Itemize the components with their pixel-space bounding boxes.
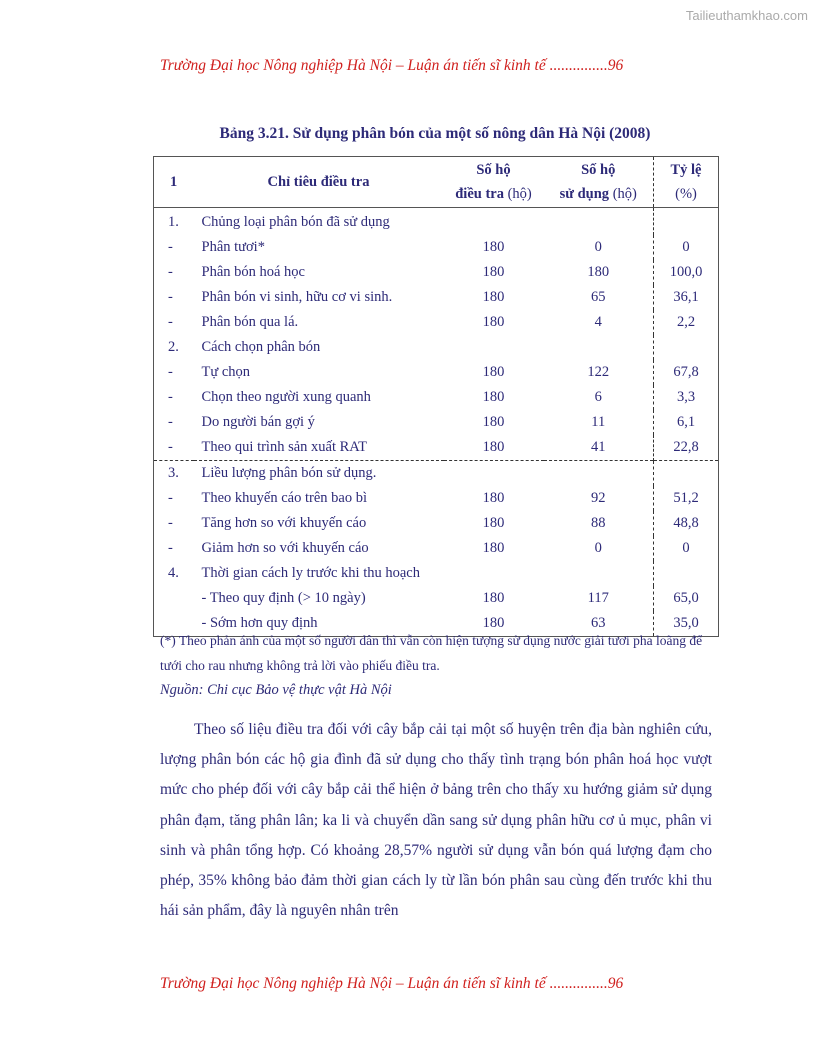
row-label: Theo khuyến cáo trên bao bì bbox=[201, 490, 367, 506]
row-rate: 0 bbox=[654, 235, 719, 260]
table-row bbox=[154, 536, 719, 561]
row-households-using: 6 bbox=[594, 389, 602, 405]
row-households-surveyed: 180 bbox=[482, 264, 505, 280]
table-row bbox=[154, 461, 719, 487]
row-rate: 0 bbox=[654, 536, 719, 561]
row-label: Phân bón vi sinh, hữu cơ vi sinh. bbox=[201, 289, 393, 305]
row-households-using: 11 bbox=[591, 414, 606, 430]
row-households-surveyed bbox=[444, 561, 544, 586]
table-footnote: (*) Theo phản ánh của một số người dân thì vẫn còn hiện tượng sử dụng nước giải tươi pha loãng để tưới cho rau nhưng không trả lời vào phiếu điều tra. bbox=[160, 633, 703, 673]
row-index bbox=[154, 586, 194, 611]
row-label: Liều lượng phân bón sử dụng. bbox=[194, 461, 444, 487]
header-indicator: Chỉ tiêu điều tra bbox=[194, 157, 444, 208]
row-households-using bbox=[544, 335, 654, 360]
row-label: Tự chọn bbox=[201, 364, 251, 380]
row-rate bbox=[654, 561, 719, 586]
table-row bbox=[154, 235, 719, 260]
table-row bbox=[154, 561, 719, 586]
running-footer: Trường Đại học Nông nghiệp Hà Nội – Luận án tiến sĩ kinh tế ...............96 bbox=[160, 975, 624, 992]
header-households-surveyed-line1: Số hộ bbox=[476, 162, 511, 178]
header-households-using-line1: Số hộ bbox=[581, 162, 616, 178]
table-row bbox=[154, 486, 719, 511]
header-index: 1 bbox=[154, 157, 194, 208]
row-label: Cách chọn phân bón bbox=[201, 339, 321, 355]
row-index: - bbox=[154, 410, 194, 435]
row-label: Theo qui trình sản xuất RAT bbox=[201, 439, 368, 455]
header-households-using-bold: sử dụng bbox=[559, 186, 610, 202]
row-households-surveyed: 180 bbox=[482, 364, 505, 380]
header-households-surveyed-line2 bbox=[444, 182, 544, 206]
row-households-surveyed: 180 bbox=[482, 314, 505, 330]
row-rate: 36,1 bbox=[654, 285, 719, 310]
row-households-using: 0 bbox=[594, 239, 602, 255]
row-households-surveyed: 180 bbox=[482, 490, 505, 506]
row-label: - Theo quy định (> 10 ngày) bbox=[201, 590, 366, 606]
row-households-surveyed: 180 bbox=[482, 590, 505, 606]
table-row bbox=[154, 586, 719, 611]
row-label: - Sớm hơn quy định bbox=[194, 611, 444, 637]
row-label: Phân tươi* bbox=[201, 239, 265, 255]
table-row bbox=[154, 208, 719, 236]
row-households-surveyed: 180 bbox=[482, 389, 505, 405]
row-households-using: 65 bbox=[591, 289, 606, 305]
row-households-surveyed bbox=[444, 461, 544, 487]
table-source: Nguồn: Chi cục Bảo vệ thực vật Hà Nội bbox=[160, 682, 392, 698]
row-rate: 65,0 bbox=[654, 586, 719, 611]
row-index: - bbox=[154, 536, 194, 561]
row-rate: 35,0 bbox=[654, 611, 719, 637]
row-households-using: 92 bbox=[591, 490, 606, 506]
row-households-surveyed: 180 bbox=[444, 611, 544, 637]
header-rate-line1: Tỷ lệ bbox=[670, 162, 702, 178]
row-households-using: 180 bbox=[587, 264, 610, 280]
row-index: - bbox=[154, 310, 194, 335]
row-households-using bbox=[544, 561, 654, 586]
row-rate: 48,8 bbox=[654, 511, 719, 536]
row-index: - bbox=[154, 285, 194, 310]
table-row bbox=[154, 285, 719, 310]
row-index: 2. bbox=[154, 335, 194, 360]
table-row bbox=[154, 511, 719, 536]
row-label: Thời gian cách ly trước khi thu hoạch bbox=[201, 565, 420, 581]
row-households-using bbox=[544, 461, 654, 487]
header-rate-line2: (%) bbox=[675, 186, 697, 202]
row-label: Giảm hơn so với khuyến cáo bbox=[201, 540, 369, 556]
row-rate: 2,2 bbox=[654, 310, 719, 335]
header-households-surveyed-unit: (hộ) bbox=[503, 186, 532, 202]
row-index: - bbox=[154, 486, 194, 511]
row-households-using: 88 bbox=[591, 515, 606, 531]
row-index: - bbox=[154, 435, 194, 461]
table-row bbox=[154, 435, 719, 461]
row-households-surveyed: 180 bbox=[482, 414, 505, 430]
row-households-using: 117 bbox=[587, 590, 609, 606]
table-row bbox=[154, 385, 719, 410]
row-index: - bbox=[154, 260, 194, 285]
table-row bbox=[154, 335, 719, 360]
row-rate bbox=[654, 335, 719, 360]
row-index: - bbox=[154, 385, 194, 410]
row-label: Chọn theo người xung quanh bbox=[201, 389, 371, 405]
row-rate: 100,0 bbox=[654, 260, 719, 285]
body-paragraph: Theo số liệu điều tra đối với cây bắp cải tại một số huyện trên địa bàn nghiên cứu, lượng phân bón các hộ gia đình đã sử dụng cho thấy tình trạng bón phân hoá học vượt mức cho phép đối với cây bắp cải thể hiện ở bảng trên cho thấy xu hướng giảm sử dụng phân đạm, tăng phân lân; ka li và chuyển dần sang sử dụng phân hữu cơ ủ mục, phân vi sinh và phân tổng hợp. Có khoảng 28,57% người sử dụng vẫn bón quá lượng đạm cho phép, 35% không bảo đảm thời gian cách ly từ lần bón phân sau cùng đến trước khi thu hái sản phẩm, đây là nguyên nhân trên bbox=[160, 721, 712, 920]
row-rate: 22,8 bbox=[654, 435, 719, 461]
row-households-using: 0 bbox=[594, 540, 602, 556]
header-households-using bbox=[544, 157, 654, 208]
fertilizer-usage-table bbox=[153, 156, 719, 637]
row-households-using bbox=[544, 208, 654, 236]
row-households-surveyed: 180 bbox=[482, 239, 505, 255]
row-households-using: 4 bbox=[594, 314, 602, 330]
table-row bbox=[154, 260, 719, 285]
row-households-using: 63 bbox=[544, 611, 654, 637]
table-title: Bảng 3.21. Sử dụng phân bón của một số nông dân Hà Nội (2008) bbox=[219, 125, 651, 142]
watermark: Tailieuthamkhao.com bbox=[685, 8, 808, 23]
row-label: Do người bán gợi ý bbox=[201, 414, 315, 430]
row-households-surveyed: 180 bbox=[482, 289, 505, 305]
row-index: 3. bbox=[154, 461, 194, 487]
row-label: Chủng loại phân bón đã sử dụng bbox=[201, 214, 390, 230]
row-households-surveyed bbox=[444, 208, 544, 236]
row-rate: 67,8 bbox=[654, 360, 719, 385]
row-rate: 3,3 bbox=[654, 385, 719, 410]
row-rate bbox=[654, 208, 719, 236]
row-households-surveyed: 180 bbox=[482, 439, 505, 455]
header-households-surveyed-bold: điều tra bbox=[455, 186, 504, 202]
row-households-using: 122 bbox=[587, 364, 610, 380]
row-label: Tăng hơn so với khuyến cáo bbox=[201, 515, 367, 531]
table-body bbox=[154, 208, 719, 637]
running-header: Trường Đại học Nông nghiệp Hà Nội – Luận án tiến sĩ kinh tế ...............96 bbox=[160, 57, 624, 74]
row-index: - bbox=[154, 360, 194, 385]
row-households-surveyed: 180 bbox=[482, 515, 505, 531]
row-rate bbox=[654, 461, 719, 487]
header-households-using-line2 bbox=[544, 182, 654, 206]
header-households-using-unit: (hộ) bbox=[609, 186, 637, 202]
table-row bbox=[154, 410, 719, 435]
table-row bbox=[154, 310, 719, 335]
row-index: - bbox=[154, 511, 194, 536]
row-households-surveyed bbox=[444, 335, 544, 360]
row-households-surveyed: 180 bbox=[482, 540, 505, 556]
row-label: Phân bón qua lá. bbox=[201, 314, 299, 330]
row-index: 1. bbox=[154, 208, 194, 236]
header-rate bbox=[654, 157, 719, 208]
row-rate: 6,1 bbox=[654, 410, 719, 435]
table-row bbox=[154, 360, 719, 385]
row-index: 4. bbox=[154, 561, 194, 586]
row-label: Phân bón hoá học bbox=[201, 264, 305, 280]
row-index: - bbox=[154, 235, 194, 260]
row-households-using: 41 bbox=[591, 439, 606, 455]
table-header-row bbox=[154, 157, 719, 208]
header-households-surveyed bbox=[444, 157, 544, 208]
row-rate: 51,2 bbox=[654, 486, 719, 511]
